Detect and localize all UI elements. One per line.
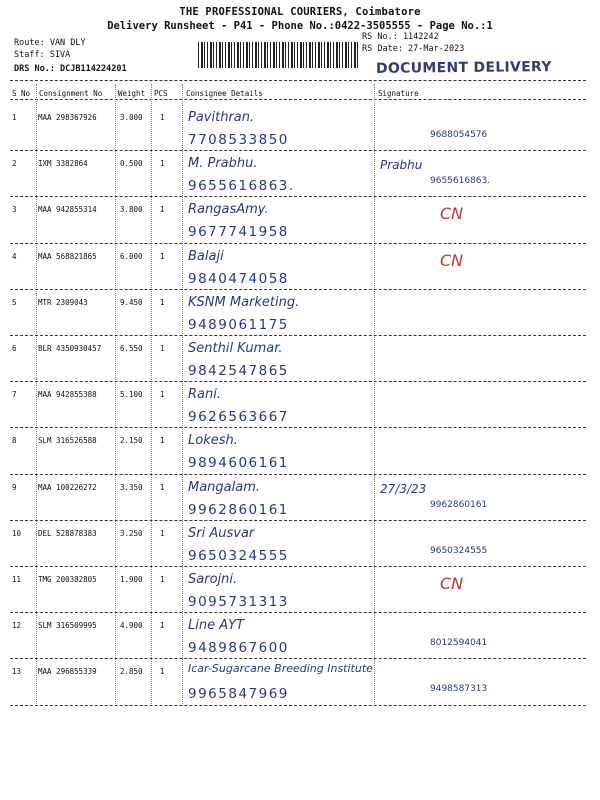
consignee-phone: 9655616863. (188, 178, 295, 195)
table-row (10, 570, 586, 616)
consignee-phone: 9842547865 (188, 363, 289, 379)
consignee-name: RangasAmy. (188, 202, 269, 218)
consignment-number: IXM 3382864 (38, 159, 88, 169)
weight-value: 2.150 (120, 436, 143, 446)
document-delivery-stamp: DOCUMENT DELIVERY (375, 59, 552, 77)
col-consignment: Consignment No (39, 89, 103, 98)
header-divider (10, 80, 586, 81)
row-divider (10, 474, 586, 475)
row-divider (10, 427, 586, 428)
row-divider (10, 566, 586, 567)
rs-number: RS No.: 1142242 (362, 32, 439, 42)
consignee-phone: 9677741958 (188, 224, 289, 241)
consignee-phone: 9626563667 (188, 409, 289, 426)
consignment-number: MAA 298367926 (38, 113, 97, 122)
signature-text: 27/3/23 (380, 481, 427, 496)
row-divider (10, 150, 586, 151)
pcs-value: 1 (160, 113, 165, 122)
table-row (10, 293, 586, 339)
pcs-value: 1 (160, 482, 165, 492)
pcs-value: 1 (160, 621, 165, 631)
consignment-number: MAA 568821865 (38, 251, 97, 261)
pcs-value: 1 (160, 667, 165, 677)
signature-note: 9498587313 (430, 684, 488, 695)
pcs-value: 1 (160, 390, 165, 400)
col-weight: Weight (118, 89, 146, 98)
consignment-number: MAA 942855388 (38, 390, 97, 400)
consignee-phone: 9650324555 (188, 547, 289, 564)
signature-text: CN (440, 204, 464, 224)
row-divider (10, 243, 586, 244)
row-divider (10, 520, 586, 521)
weight-value: 9.450 (120, 297, 143, 307)
table-row (10, 524, 586, 570)
col-pcs: PCS (154, 89, 168, 98)
serial-number: 2 (12, 159, 17, 169)
weight-value: 3.800 (120, 205, 143, 215)
runsheet-title: Delivery Runsheet - P41 - Phone No.:0422-3505555 - Page No.:1 (107, 20, 493, 32)
col-sno: S No (12, 89, 31, 98)
consignee-phone: 9840474058 (188, 270, 289, 287)
consignment-number: MAA 296855339 (38, 667, 97, 677)
consignee-name: M. Prabhu. (188, 156, 258, 172)
pcs-value: 1 (160, 251, 165, 261)
signature-text: CN (440, 250, 464, 270)
consignee-phone: 9489061175 (188, 316, 289, 333)
row-divider (10, 658, 586, 659)
consignee-phone: 9965847969 (188, 686, 289, 703)
consignment-number: SLM 316526588 (38, 436, 97, 446)
table-row (10, 478, 586, 524)
row-divider (10, 196, 586, 197)
table-row (10, 339, 586, 385)
weight-value: 1.900 (120, 575, 143, 584)
row-divider (10, 289, 586, 290)
consignee-phone: 9489867600 (188, 640, 289, 657)
consignee-phone: 9095731313 (188, 594, 289, 610)
row-divider (10, 335, 586, 336)
consignment-number: MTR 2309043 (38, 297, 88, 307)
weight-value: 3.350 (120, 482, 143, 492)
consignee-phone: 9962860161 (188, 501, 289, 518)
consignment-number: DEL 528878383 (38, 528, 97, 538)
table-row (10, 431, 586, 477)
column-divider (10, 99, 586, 100)
consignment-number: MAA 100226272 (38, 482, 97, 492)
weight-value: 6.000 (120, 251, 143, 261)
consignment-number: MAA 942855314 (38, 205, 97, 215)
signature-note: 9650324555 (430, 545, 488, 556)
serial-number: 9 (12, 482, 17, 492)
consignee-name: Mangalam. (188, 479, 261, 495)
serial-number: 7 (12, 390, 17, 400)
table-row (10, 616, 586, 662)
weight-value: 0.500 (120, 159, 143, 169)
barcode-image (198, 42, 358, 68)
serial-number: 5 (12, 297, 17, 307)
pcs-value: 1 (160, 297, 165, 307)
pcs-value: 1 (160, 159, 165, 169)
table-row (10, 385, 586, 431)
consignee-name: Line AYT (188, 618, 244, 634)
pcs-value: 1 (160, 205, 165, 215)
weight-value: 2.850 (120, 667, 143, 677)
consignment-number: BLR 4350930457 (38, 344, 102, 353)
consignee-name: Balaji (188, 248, 224, 264)
table-row (10, 108, 586, 154)
table-row (10, 200, 586, 246)
weight-value: 4.900 (120, 621, 143, 631)
consignee-name: Sarojni. (188, 572, 238, 587)
table-row (10, 247, 586, 293)
signature-note: 9962860161 (430, 499, 488, 510)
weight-value: 3.250 (120, 528, 143, 538)
consignee-name: Icar-Sugarcane Breeding Institute (188, 662, 373, 676)
consignment-number: SLM 316509995 (38, 621, 97, 631)
consignee-name: Rani. (188, 387, 221, 403)
signature-note: 9655616863. (430, 176, 491, 187)
serial-number: 13 (12, 667, 22, 677)
rs-date: RS Date: 27-Mar-2023 (362, 44, 465, 54)
signature-text: CN (440, 574, 464, 593)
pcs-value: 1 (160, 575, 165, 584)
route-label: Route: VAN DLY (14, 38, 86, 48)
serial-number: 6 (12, 344, 17, 353)
serial-number: 4 (12, 251, 17, 261)
pcs-value: 1 (160, 436, 165, 446)
col-signature: Signature (378, 89, 419, 98)
weight-value: 5.100 (120, 390, 143, 400)
row-divider (10, 612, 586, 613)
weight-value: 6.550 (120, 344, 143, 353)
consignee-phone: 9894606161 (188, 455, 289, 472)
pcs-value: 1 (160, 344, 165, 353)
consignee-name: Sri Ausvar (188, 525, 255, 541)
serial-number: 8 (12, 436, 17, 446)
col-consignee: Consignee Details (186, 89, 263, 98)
serial-number: 11 (12, 575, 22, 584)
weight-value: 3.000 (120, 113, 143, 122)
serial-number: 3 (12, 205, 17, 215)
consignee-phone: 7708533850 (188, 132, 289, 148)
row-divider (10, 705, 586, 706)
consignee-name: Pavithran. (188, 110, 255, 125)
table-row (10, 154, 586, 200)
consignment-number: TMG 200382805 (38, 575, 97, 584)
signature-text: Prabhu (380, 158, 423, 173)
consignee-name: KSNM Marketing. (188, 294, 300, 310)
row-divider (10, 381, 586, 382)
table-row (10, 662, 586, 708)
signature-note: 9688054576 (430, 130, 488, 140)
company-title: THE PROFESSIONAL COURIERS, Coimbatore (179, 6, 421, 18)
drs-number: DRS No.: DCJB114224201 (14, 64, 127, 74)
pcs-value: 1 (160, 528, 165, 538)
staff-label: Staff: SIVA (14, 50, 71, 60)
serial-number: 10 (12, 528, 22, 538)
serial-number: 1 (12, 113, 17, 122)
consignee-name: Lokesh. (188, 433, 238, 449)
signature-note: 8012594041 (430, 638, 488, 649)
serial-number: 12 (12, 621, 22, 631)
consignee-name: Senthil Kumar. (188, 341, 283, 356)
